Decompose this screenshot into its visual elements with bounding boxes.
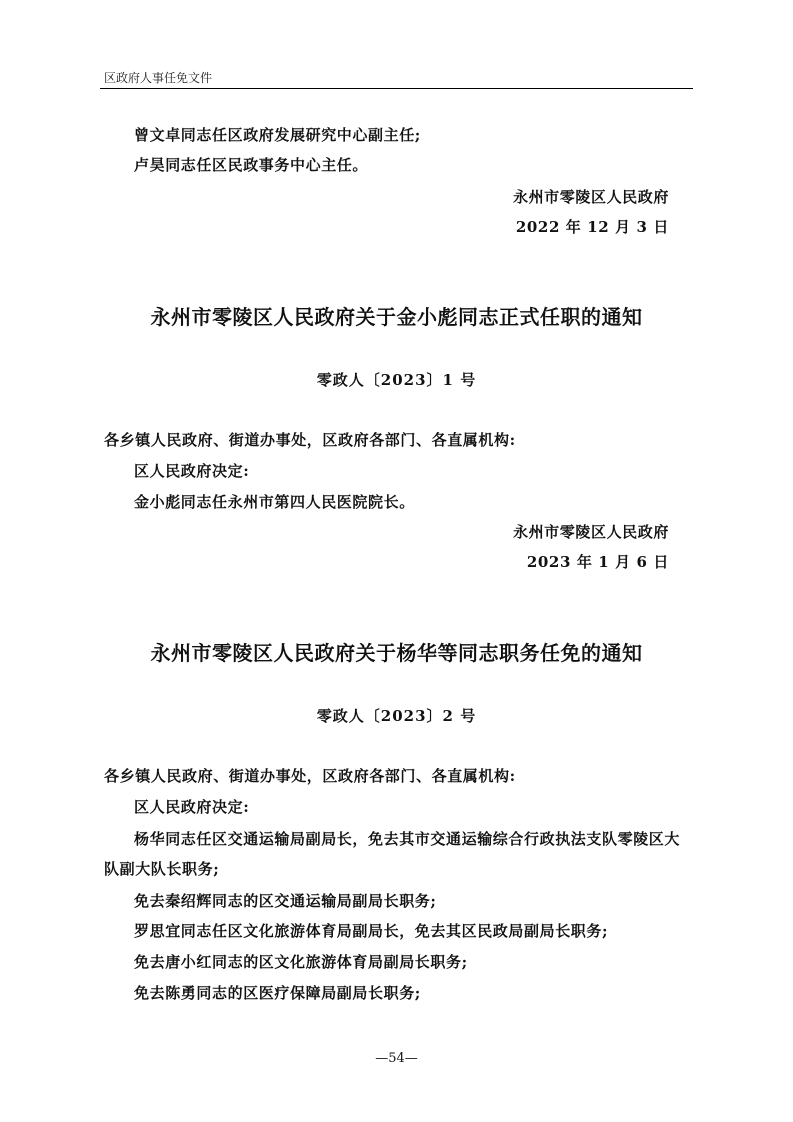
- header-divider: [100, 88, 693, 89]
- body-line: 杨华同志任区交通运输局副局长，免去其市交通运输综合行政执法支队零陵区大: [134, 830, 681, 848]
- body-line: 队副大队长职务;: [104, 860, 220, 878]
- body-line: 免去陈勇同志的区医疗保障局副局长职务;: [134, 984, 421, 1002]
- notice-title: 永州市零陵区人民政府关于金小彪同志正式任职的通知: [150, 305, 643, 329]
- page-number: —54—: [375, 1051, 418, 1066]
- signature: 永州市零陵区人民政府: [512, 523, 669, 541]
- signature: 永州市零陵区人民政府: [512, 188, 669, 206]
- body-line: 曾文卓同志任区政府发展研究中心副主任;: [134, 126, 421, 144]
- body-line: 罗思宜同志任区文化旅游体育局副局长，免去其区民政局副局长职务;: [134, 922, 609, 940]
- recipients: 各乡镇人民政府、街道办事处，区政府各部门、各直属机构:: [104, 431, 516, 449]
- header-title: 区政府人事任免文件: [104, 71, 213, 85]
- document-number: 零政人〔2023〕1 号: [316, 371, 477, 389]
- body-line: 卢昊同志任区民政事务中心主任。: [134, 156, 369, 174]
- intro-text: 区人民政府决定:: [134, 798, 250, 816]
- body-line: 免去唐小红同志的区文化旅游体育局副局长职务;: [134, 953, 468, 971]
- body-line: 免去秦绍辉同志的区交通运输局副局长职务;: [134, 892, 437, 910]
- body-line: 金小彪同志任永州市第四人民医院院长。: [134, 493, 415, 511]
- intro-text: 区人民政府决定:: [134, 462, 250, 480]
- notice-title: 永州市零陵区人民政府关于杨华等同志职务任免的通知: [150, 641, 643, 665]
- recipients: 各乡镇人民政府、街道办事处，区政府各部门、各直属机构:: [104, 767, 516, 785]
- date: 2023 年 1 月 6 日: [526, 553, 669, 571]
- date: 2022 年 12 月 3 日: [515, 218, 669, 236]
- document-number: 零政人〔2023〕2 号: [316, 707, 477, 725]
